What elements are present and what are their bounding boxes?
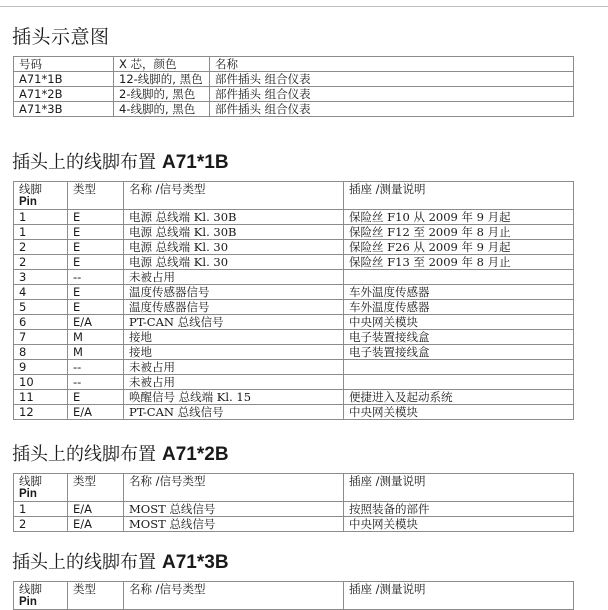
column-header-name: 名称 bbox=[210, 57, 574, 72]
table-row bbox=[14, 330, 574, 345]
cell-signal: 电源 总线端 Kl. 30 bbox=[124, 255, 344, 270]
table-header-row bbox=[14, 182, 574, 210]
cell-pin: 1 bbox=[14, 210, 68, 225]
table-row bbox=[14, 102, 574, 117]
cell-number: A71*2B bbox=[14, 87, 114, 102]
cell-socket: 车外温度传感器 bbox=[344, 285, 574, 300]
cell-pin: 11 bbox=[14, 390, 68, 405]
table-row bbox=[14, 300, 574, 315]
cell-signal: MOST 总线信号 bbox=[124, 502, 344, 517]
cell-type: E bbox=[68, 255, 124, 270]
page-title: 插头示意图 bbox=[12, 26, 110, 48]
column-header-pins-color: X 芯，颜色 bbox=[114, 57, 210, 72]
cell-socket: 便捷进入及起动系统 bbox=[344, 390, 574, 405]
column-header-number: 号码 bbox=[14, 57, 114, 72]
cell-type: E bbox=[68, 285, 124, 300]
cell-signal: 电源 总线端 Kl. 30B bbox=[124, 210, 344, 225]
cell-signal: PT-CAN 总线信号 bbox=[124, 315, 344, 330]
table-header-row bbox=[14, 582, 574, 610]
table-row bbox=[14, 210, 574, 225]
column-header-socket: 插座 /测量说明 bbox=[344, 182, 574, 210]
cell-socket: 保险丝 F13 至 2009 年 8 月止 bbox=[344, 255, 574, 270]
table-row bbox=[14, 72, 574, 87]
cell-type: E/A bbox=[68, 517, 124, 532]
cell-pins-color: 12-线脚的, 黑色 bbox=[114, 72, 210, 87]
section-heading-a71-2b bbox=[12, 440, 229, 466]
cell-socket: 保险丝 F26 从 2009 年 9 月起 bbox=[344, 240, 574, 255]
table-header-row bbox=[14, 474, 574, 502]
cell-type: E/A bbox=[68, 405, 124, 420]
cell-pin: 8 bbox=[14, 345, 68, 360]
cell-type: E/A bbox=[68, 315, 124, 330]
cell-pin: 7 bbox=[14, 330, 68, 345]
cell-pin: 5 bbox=[14, 300, 68, 315]
section-heading-text: 插头上的线脚布置 bbox=[12, 552, 156, 573]
top-rule bbox=[0, 6, 608, 7]
column-header-pin bbox=[14, 182, 68, 210]
table-header-row bbox=[14, 57, 574, 72]
cell-pin: 10 bbox=[14, 375, 68, 390]
cell-signal: PT-CAN 总线信号 bbox=[124, 405, 344, 420]
pin-header-cn: 线脚 bbox=[19, 474, 42, 488]
cell-signal: MOST 总线信号 bbox=[124, 517, 344, 532]
cell-signal: 温度传感器信号 bbox=[124, 285, 344, 300]
cell-number: A71*3B bbox=[14, 102, 114, 117]
table-row bbox=[14, 405, 574, 420]
table-row bbox=[14, 375, 574, 390]
pin-header-en: Pin bbox=[19, 488, 37, 500]
connector-overview-table bbox=[13, 56, 574, 117]
cell-pin: 12 bbox=[14, 405, 68, 420]
cell-pins-color: 4-线脚的, 黑色 bbox=[114, 102, 210, 117]
cell-socket: 中央网关模块 bbox=[344, 315, 574, 330]
table-row bbox=[14, 345, 574, 360]
table-row bbox=[14, 225, 574, 240]
cell-type: E bbox=[68, 300, 124, 315]
column-header-pin bbox=[14, 582, 68, 610]
table-row bbox=[14, 87, 574, 102]
cell-name: 部件插头 组合仪表 bbox=[210, 72, 574, 87]
cell-pin: 9 bbox=[14, 360, 68, 375]
table-row bbox=[14, 315, 574, 330]
pin-header-en: Pin bbox=[19, 196, 37, 208]
cell-pin: 2 bbox=[14, 240, 68, 255]
column-header-socket: 插座 /测量说明 bbox=[344, 582, 574, 610]
cell-socket bbox=[344, 375, 574, 390]
pin-header-en: Pin bbox=[19, 596, 37, 608]
cell-pins-color: 2-线脚的, 黑色 bbox=[114, 87, 210, 102]
cell-signal: 未被占用 bbox=[124, 360, 344, 375]
cell-type: -- bbox=[68, 360, 124, 375]
cell-socket bbox=[344, 270, 574, 285]
cell-name: 部件插头 组合仪表 bbox=[210, 102, 574, 117]
section-heading-a71-3b bbox=[12, 548, 229, 574]
cell-socket: 保险丝 F12 至 2009 年 8 月止 bbox=[344, 225, 574, 240]
cell-signal: 未被占用 bbox=[124, 270, 344, 285]
cell-pin: 1 bbox=[14, 225, 68, 240]
cell-pin: 1 bbox=[14, 502, 68, 517]
cell-socket: 车外温度传感器 bbox=[344, 300, 574, 315]
cell-type: E bbox=[68, 390, 124, 405]
connector-code: A71*3B bbox=[162, 552, 229, 573]
connector-code: A71*2B bbox=[162, 444, 229, 465]
cell-socket: 电子装置接线盒 bbox=[344, 330, 574, 345]
pin-header-cn: 线脚 bbox=[19, 582, 42, 596]
cell-pin: 2 bbox=[14, 517, 68, 532]
section-heading-a71-1b bbox=[12, 148, 229, 174]
table-row bbox=[14, 390, 574, 405]
cell-pin: 3 bbox=[14, 270, 68, 285]
column-header-type: 类型 bbox=[68, 582, 124, 610]
table-row bbox=[14, 285, 574, 300]
column-header-type: 类型 bbox=[68, 182, 124, 210]
cell-signal: 接地 bbox=[124, 330, 344, 345]
cell-signal: 电源 总线端 Kl. 30B bbox=[124, 225, 344, 240]
cell-socket: 电子装置接线盒 bbox=[344, 345, 574, 360]
cell-type: E bbox=[68, 240, 124, 255]
cell-name: 部件插头 组合仪表 bbox=[210, 87, 574, 102]
cell-signal: 温度传感器信号 bbox=[124, 300, 344, 315]
cell-socket: 按照装备的部件 bbox=[344, 502, 574, 517]
column-header-signal: 名称 /信号类型 bbox=[124, 182, 344, 210]
table-row bbox=[14, 517, 574, 532]
column-header-signal: 名称 /信号类型 bbox=[124, 474, 344, 502]
table-row bbox=[14, 360, 574, 375]
column-header-type: 类型 bbox=[68, 474, 124, 502]
table-row bbox=[14, 240, 574, 255]
cell-type: -- bbox=[68, 375, 124, 390]
cell-type: -- bbox=[68, 270, 124, 285]
table-row bbox=[14, 502, 574, 517]
cell-type: E/A bbox=[68, 502, 124, 517]
cell-type: M bbox=[68, 330, 124, 345]
cell-type: M bbox=[68, 345, 124, 360]
cell-socket: 中央网关模块 bbox=[344, 405, 574, 420]
cell-socket: 保险丝 F10 从 2009 年 9 月起 bbox=[344, 210, 574, 225]
column-header-pin bbox=[14, 474, 68, 502]
cell-pin: 6 bbox=[14, 315, 68, 330]
cell-type: E bbox=[68, 210, 124, 225]
cell-type: E bbox=[68, 225, 124, 240]
connector-code: A71*1B bbox=[162, 152, 229, 173]
cell-number: A71*1B bbox=[14, 72, 114, 87]
cell-signal: 电源 总线端 Kl. 30 bbox=[124, 240, 344, 255]
section-heading-text: 插头上的线脚布置 bbox=[12, 152, 156, 173]
cell-signal: 接地 bbox=[124, 345, 344, 360]
cell-socket: 中央网关模块 bbox=[344, 517, 574, 532]
pin-assignment-table-a71-2b bbox=[13, 473, 574, 532]
table-row bbox=[14, 270, 574, 285]
cell-signal: 唤醒信号 总线端 Kl. 15 bbox=[124, 390, 344, 405]
column-header-socket: 插座 /测量说明 bbox=[344, 474, 574, 502]
pin-assignment-table-a71-1b bbox=[13, 181, 574, 420]
cell-pin: 2 bbox=[14, 255, 68, 270]
cell-signal: 未被占用 bbox=[124, 375, 344, 390]
cell-socket bbox=[344, 360, 574, 375]
column-header-signal: 名称 /信号类型 bbox=[124, 582, 344, 610]
section-heading-text: 插头上的线脚布置 bbox=[12, 444, 156, 465]
pin-assignment-table-a71-3b bbox=[13, 581, 574, 610]
pin-header-cn: 线脚 bbox=[19, 182, 42, 196]
table-row bbox=[14, 255, 574, 270]
cell-pin: 4 bbox=[14, 285, 68, 300]
